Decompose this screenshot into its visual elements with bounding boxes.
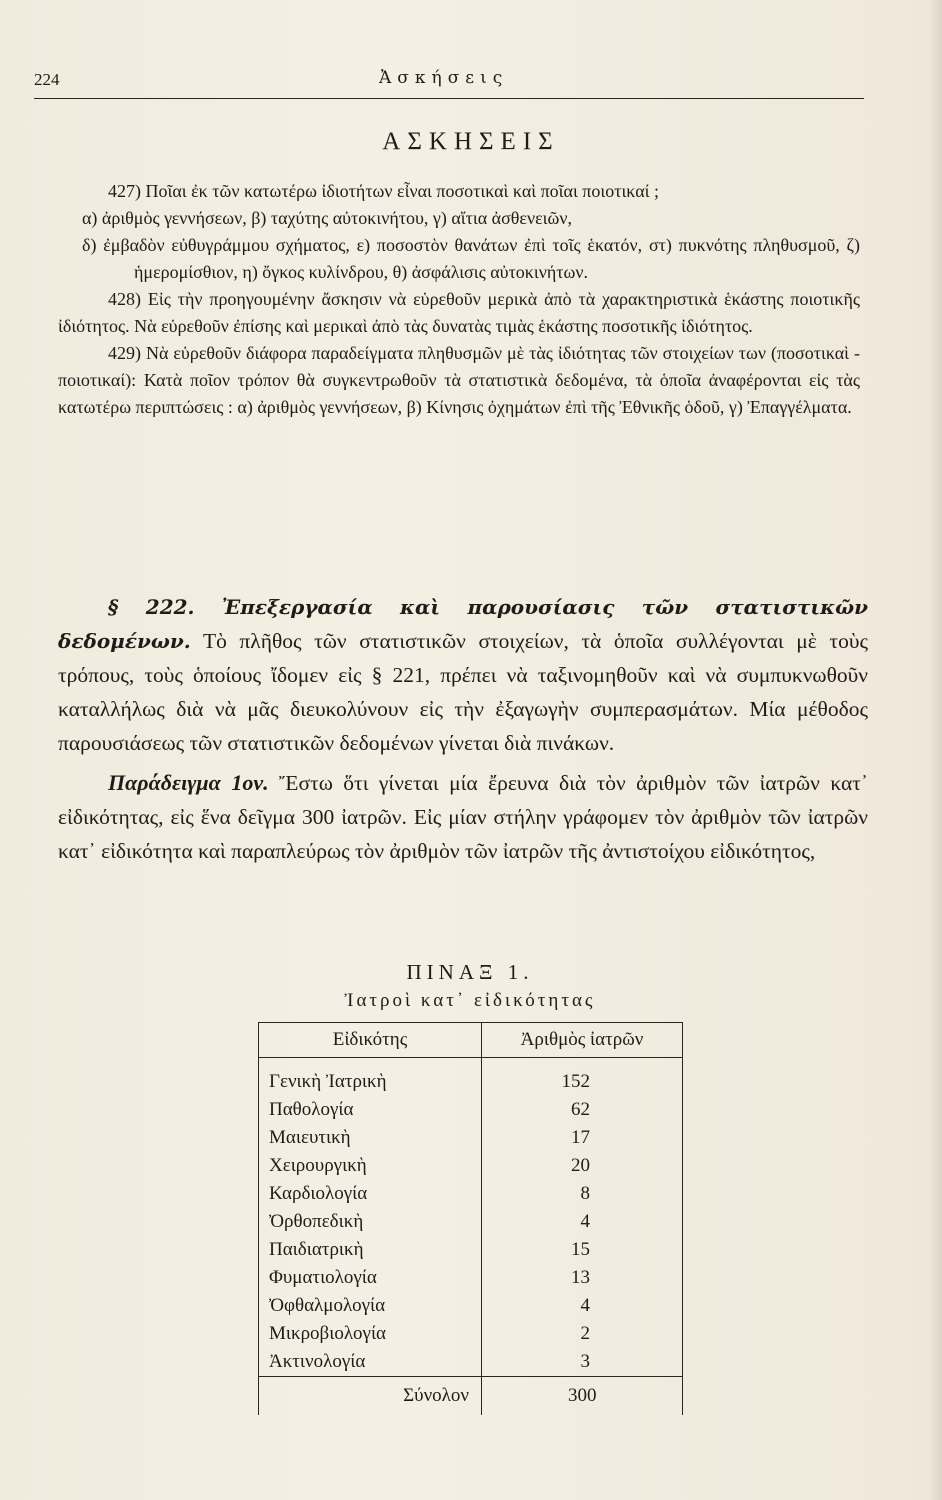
table-row — [259, 1348, 683, 1377]
table-cell-specialty: Ἀκτινολογία — [259, 1348, 482, 1377]
table-row — [259, 1096, 683, 1124]
running-title: Ἀσκήσεις — [379, 68, 509, 88]
table-cell-specialty: Φυματιολογία — [259, 1264, 482, 1292]
exercise-429: 429) Νὰ εὑρεθοῦν διάφορα παραδείγματα πληθυσμῶν μὲ τὰς ἰδιότητας τῶν στοιχείων των (ποσοτικαὶ - ποιοτικαί): Κατὰ ποῖον τρόπον θὰ συγκεντρωθοῦν τὰ στατιστικὰ δεδομένα, τὰ ὁποῖα ἀναφέρονται εἰς τὰς κατωτέρω περιπτώσεις : α) ἀριθμὸς γεννήσεων, β) Κίνησις ὀχημάτων ἐπὶ τῆς Ἐθνικῆς ὁδοῦ, γ) Ἐπαγγέλματα. — [58, 343, 860, 417]
table-cell-count: 8 — [482, 1180, 683, 1208]
table-cell-count: 15 — [482, 1236, 683, 1264]
exercise-427: 427) Ποῖαι ἐκ τῶν κατωτέρω ἰδιοτήτων εἶναι ποσοτικαὶ καὶ ποῖαι ποιοτικαί ; — [108, 181, 659, 201]
table-cell-count: 62 — [482, 1096, 683, 1124]
table-cell-specialty: Ὀφθαλμολογία — [259, 1292, 482, 1320]
exercises-block — [58, 178, 860, 421]
section-title: ΑΣΚΗΣΕΙΣ — [382, 128, 560, 155]
doctors-table-container — [258, 1022, 683, 1415]
table-cell-specialty: Μικροβιολογία — [259, 1320, 482, 1348]
page-edge-shadow — [928, 0, 942, 1500]
table-row — [259, 1320, 683, 1348]
table-cell-count: 20 — [482, 1152, 683, 1180]
table-total-label: Σύνολον — [259, 1377, 482, 1416]
table-row — [259, 1292, 683, 1320]
table-subtitle: Ἰατροὶ κατ᾿ εἰδικότητας — [344, 990, 596, 1011]
table-cell-count: 4 — [482, 1292, 683, 1320]
table-title: ΠΙΝΑΞ 1. — [406, 960, 534, 984]
table-total-row — [259, 1377, 683, 1416]
table-cell-count: 17 — [482, 1124, 683, 1152]
table-total-value: 300 — [482, 1377, 683, 1416]
exercise-427-items-line1: α) ἀριθμὸς γεννήσεων, β) ταχύτης αὐτοκινήτου, γ) αἴτια ἀσθενειῶν, — [82, 208, 572, 228]
table-row — [259, 1264, 683, 1292]
table-row — [259, 1236, 683, 1264]
exercise-427-items-line2: δ) ἐμβαδὸν εὐθυγράμμου σχήματος, ε) ποσοστὸν θανάτων ἐπὶ τοῖς ἑκατόν, στ) πυκνότης πληθυσμοῦ, ζ) ἡμερομίσθιον, η) ὄγκος κυλίνδρου, θ) ἀσφάλισις αὐτοκινήτων. — [82, 235, 860, 282]
table-header-row — [259, 1023, 683, 1058]
table-row — [259, 1124, 683, 1152]
table-cell-count: 152 — [482, 1058, 683, 1097]
example-1-label: Παράδειγμα 1ον. — [108, 770, 269, 795]
table-row — [259, 1208, 683, 1236]
table-row — [259, 1180, 683, 1208]
table-cell-specialty: Μαιευτικὴ — [259, 1124, 482, 1152]
table-cell-count: 2 — [482, 1320, 683, 1348]
table-cell-specialty: Παθολογία — [259, 1096, 482, 1124]
doctors-table — [258, 1022, 683, 1415]
page-number: 224 — [34, 70, 60, 89]
table-cell-specialty: Ὀρθοπεδικὴ — [259, 1208, 482, 1236]
table-cell-count: 3 — [482, 1348, 683, 1377]
table-row — [259, 1058, 683, 1097]
table-cell-specialty: Παιδιατρικὴ — [259, 1236, 482, 1264]
table-header-count: Ἀριθμὸς ἰατρῶν — [482, 1023, 683, 1058]
section-222-paragraph — [58, 590, 868, 760]
example-1-body: Ἔστω ὅτι γίνεται μία ἔρευνα διὰ τὸν ἀριθμὸν τῶν ἰατρῶν κατ᾿ εἰδικότητας, εἰς ἕνα δεῖγμα 300 ἰατρῶν. Εἰς μίαν στήλην γράφομεν τὸν ἀριθμὸν τῶν ἰατρῶν κατ᾿ εἰδικότητα καὶ παραπλεύρως τὸν ἀριθμὸν τῶν ἰατρῶν τῆς ἀντιστοίχου εἰδικότητος, — [58, 771, 869, 863]
page-header — [34, 70, 864, 99]
table-cell-count: 4 — [482, 1208, 683, 1236]
table-header-specialty: Εἰδικότης — [259, 1023, 482, 1058]
exercise-428: 428) Εἰς τὴν προηγουμένην ἄσκησιν νὰ εὑρεθοῦν μερικὰ ἀπὸ τὰ χαρακτηριστικὰ ἑκάστης ποιοτικῆς ἰδιότητος. Νὰ εὑρεθοῦν ἐπίσης καὶ μερικαὶ ἀπὸ τὰς δυνατὰς τιμὰς ἑκάστης ποσοτικῆς ἰδιότητος. — [58, 289, 860, 336]
example-1-paragraph — [58, 766, 868, 868]
table-cell-count: 13 — [482, 1264, 683, 1292]
table-cell-specialty: Χειρουργικὴ — [259, 1152, 482, 1180]
table-cell-specialty: Καρδιολογία — [259, 1180, 482, 1208]
section-222-heading: § 222. Ἐπεξεργασία καὶ παρουσίασις τῶν στατιστικῶν δεδομένων. — [58, 595, 868, 653]
main-text — [58, 590, 868, 868]
section-222-body: Τὸ πλῆθος τῶν στατιστικῶν στοιχείων, τὰ ὁποῖα συλλέγονται μὲ τοὺς τρόπους, τοὺς ὁποίους ἴδομεν εἰς § 221, πρέπει νὰ ταξινομηθοῦν καὶ νὰ συμπυκνωθοῦν καταλλήλως διὰ νὰ μᾶς διευκολύνουν εἰς τὴν ἐξαγωγὴν συμπερασμάτων. Μία μέθοδος παρουσιάσεως τῶν στατιστικῶν δεδομένων γίνεται διὰ πινάκων. — [58, 629, 868, 755]
table-cell-specialty: Γενικὴ Ἰατρικὴ — [259, 1058, 482, 1097]
table-row — [259, 1152, 683, 1180]
